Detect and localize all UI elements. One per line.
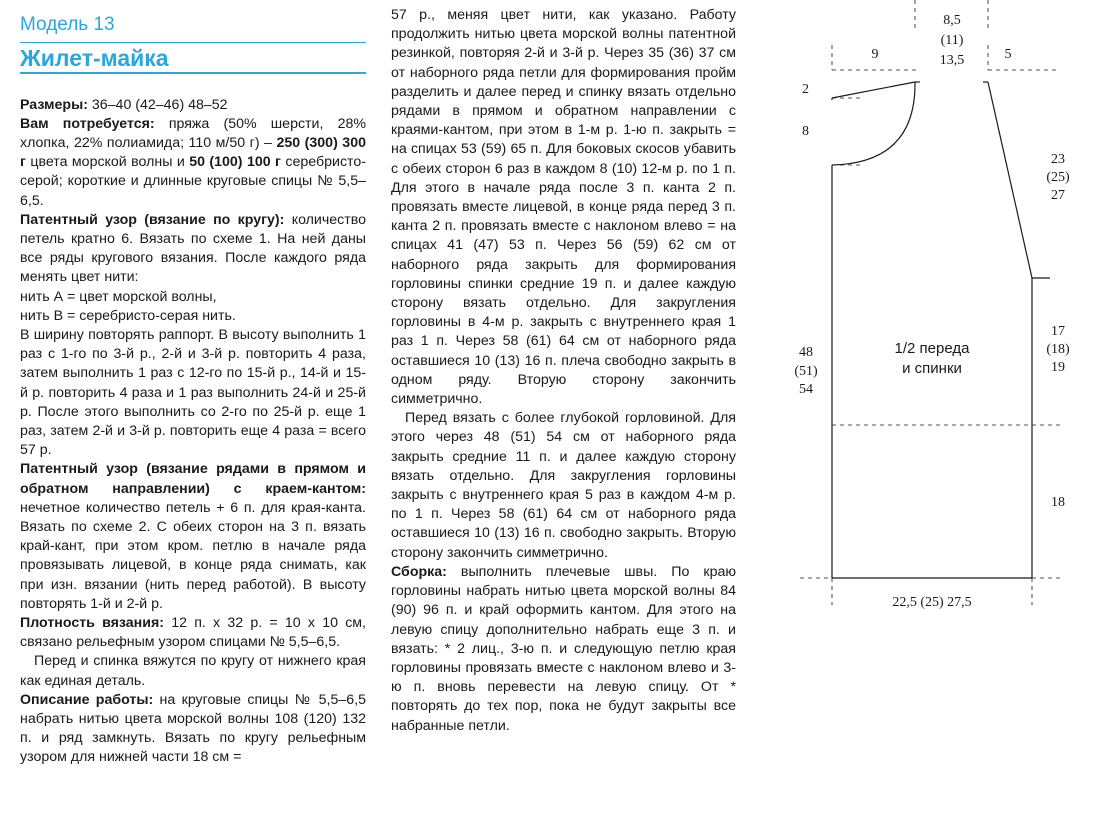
- neck-width-bottom: 13,5: [939, 53, 965, 68]
- width-measure: 22,5 (25) 27,5: [892, 595, 972, 610]
- yarn-b-line: нить В = серебристо-серая нить.: [20, 307, 236, 324]
- text-column-right: [391, 6, 736, 736]
- gauge-paragraph: Плотность вязания: 12 п. х 32 р. = 10 х 10 см, связано рельефным узором спицами № 5,5–6,5.: [20, 614, 366, 651]
- assembly-paragraph: Сборка: выполнить плечевые швы. По краю горловины набрать нитью цвета морской волны 84 (90) 96 п. и край оформить кантом. Для этого на левую спицу дополнительно набрать еще 3 п. и вязать: * 2 лиц., 3-ю п. и следующую петлю края горловины провязать вместе с наклоном влево и 3-ю п. вновь перевести на левую спицу. От * повторять до тех пор, пока не будут закрыты все набранные петли.: [391, 563, 736, 734]
- bottom-band-measure: 18: [1051, 495, 1065, 510]
- armhole-measure-3: 27: [1051, 188, 1065, 203]
- piece-label-line-2: и спинки: [902, 360, 962, 377]
- front-instructions: Перед вязать с более глубокой горловиной. Для этого через 48 (51) 54 см от наборного ряда закрыть средние 11 п. и далее каждую сторону вязать отдельно. Для закругления горловины закрыть с внутреннего края 5 раз в каждом 4-м р. по 1 п. Через 58 (61) 64 см от наборного ряда оставшиеся 10 (13) 16 п. свободно закрыть. Вторую сторону закончить симметрично.: [391, 410, 736, 561]
- header-rule: [20, 42, 366, 43]
- model-number: Модель 13: [20, 14, 115, 35]
- piece-label-line-1: 1/2 переда: [894, 340, 970, 357]
- shoulder-right-measure: 5: [1004, 47, 1012, 62]
- total-length-3: 54: [799, 382, 813, 397]
- back-neck-depth: 2: [802, 82, 809, 97]
- total-length-2: (51): [794, 364, 818, 379]
- title-rule: [20, 72, 366, 74]
- front-neck-depth: 8: [802, 124, 809, 139]
- side-measure-2: (18): [1046, 342, 1070, 357]
- neck-width-top: 8,5: [943, 13, 961, 28]
- armhole-measure-2: (25): [1046, 170, 1070, 185]
- schematic-diagram: [760, 0, 1116, 640]
- side-measure-3: 19: [1051, 360, 1065, 375]
- total-length-1: 48: [799, 345, 813, 360]
- page-title: Жилет-майка: [20, 45, 169, 71]
- back-instructions: 57 р., меняя цвет нити, как указано. Работу продолжить нитью цвета морской волны патентной резинкой, повторяя 2-й и 3-й р. Через 35 (36) 37 см от наборного ряда петли для формирования пройм разделить и далее перед и спинку вязать отдельно рядами в прямом и обратном направлении с краями-кантом, при этом в 1-м р. 1-ю п. закрыть = на спицах 53 (59) 65 п. Для боковых скосов убавить с обеих сторон 6 раз в каждом 8 (10) 12-м р. по 1 п. Для этого в начале ряда после 3 п. канта 2 п. провязать вместе лицевой, в конце ряда перед 3 п. канта 2 п. провязать вместе с наклоном влево = на спицах 41 (47) 53 п. Через 56 (59) 62 см от наборного ряда закрыть для формирования горловины спинки средние 19 п. и далее каждую сторону вязать отдельно. Для закругления горловины в 4-м р. закрыть с внутреннего края 1 раз 1 п. Через 58 (61) 64 см от наборного ряда оставшиеся 10 (13) 16 п. плеча свободно закрыть в одном ряду. Вторую сторону закончить симметрично.: [391, 7, 736, 408]
- construction-note: Перед и спинка вяжутся по кругу от нижнего края как единая деталь.: [20, 653, 366, 689]
- shoulder-left-measure: 9: [871, 47, 879, 62]
- side-measure-1: 17: [1051, 324, 1065, 339]
- instructions-paragraph: Описание работы: на круговые спицы № 5,5–6,5 набрать нитью цвета морской волны 108 (120) 132 п. и ряд замкнуть. Вязать по кругу рельефным узором для нижней части 18 см =: [20, 691, 366, 766]
- text-column-left: [20, 0, 366, 768]
- yarn-a-line: нить А = цвет морской волны,: [20, 288, 217, 305]
- neck-width-mid: (11): [940, 33, 964, 48]
- sizes-paragraph: Размеры: 36–40 (42–46) 48–52: [20, 96, 228, 113]
- materials-paragraph: Вам потребуется: пряжа (50% шерсти, 28% хлопка, 22% полиамида; 110 м/50 г) – 250 (300) 300 г цвета морской волны и 50 (100) 100 г серебристо-серой; короткие и длинные круговые спицы № 5,5–6,5.: [20, 115, 366, 209]
- armhole-measure-1: 23: [1051, 152, 1065, 167]
- pattern-rows-paragraph: Патентный узор (вязание рядами в прямом и обратном направлении) с краем-кантом: нечетное количество петель + 6 п. для края-канта. Вязать по схеме 2. С обеих сторон на 3 п. вязать край-кант, при этом кром. петлю в начале ряда провязывать лицевой, в конце ряда снимать, как при изн. вязании (нить перед работой). В высоту повторять 1-й и 2-й р.: [20, 461, 366, 612]
- pattern-round-paragraph: Патентный узор (вязание по кругу): количество петель кратно 6. Вязать по схеме 1. На ней даны все ряды кругового вязания. После каждого ряда менять цвет нити:: [20, 211, 367, 286]
- repeat-paragraph: В ширину повторять раппорт. В высоту выполнить 1 раз с 1-го по 3-й р., 2-й и 3-й р. повторить 4 раза, затем выполнить 1 раз с 12-го по 15-й р., 14-й и 15-й р. повторить 4 раза и 1 раз выполнить 24-й и 25-й р. После этого выполнить со 2-го по 25-й р. еще 1 раз, затем 2-й и 3-й р. повторить еще 4 раза = всего 57 р.: [20, 326, 366, 459]
